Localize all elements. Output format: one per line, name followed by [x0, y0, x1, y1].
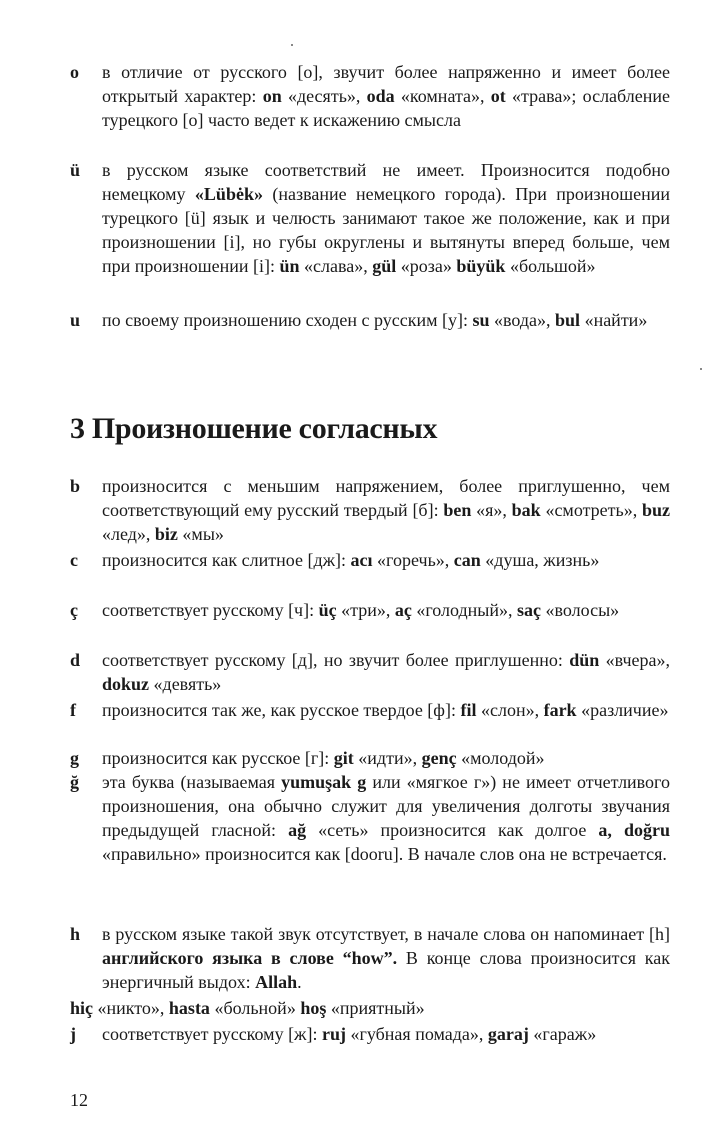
entry-o — [70, 60, 670, 132]
text-segment: соответствует русскому [д], но звучит более приглушенно: — [102, 650, 570, 670]
entry-u-umlaut — [70, 158, 670, 278]
turkish-example: git — [333, 748, 354, 768]
entry-text — [102, 922, 670, 994]
turkish-example: dokuz — [102, 674, 150, 694]
turkish-example: Allah — [255, 972, 298, 992]
entry-letter: o — [70, 62, 79, 82]
scan-speck — [291, 44, 293, 46]
text-segment: «слон», — [476, 700, 544, 720]
text-segment: . — [297, 972, 302, 992]
scan-speck — [700, 368, 702, 370]
h-examples-line — [70, 996, 425, 1020]
entry-f — [70, 698, 670, 722]
turkish-example: ben — [443, 500, 472, 520]
text-segment: «найти» — [580, 310, 648, 330]
text-segment: «десять», — [281, 86, 367, 106]
entry-text — [102, 158, 670, 278]
text-segment: «горечь», — [372, 550, 454, 570]
turkish-example: yumuşak g — [281, 772, 367, 792]
section-title: 3 Произношение согласных — [70, 412, 438, 445]
entry-h — [70, 922, 670, 994]
turkish-example: saç — [517, 600, 542, 620]
entry-text — [102, 648, 670, 696]
text-segment: «лед», — [102, 524, 155, 544]
turkish-example: fil — [460, 700, 477, 720]
text-segment: «я», — [471, 500, 512, 520]
text-segment: или «мягкое г») не имеет отчетливого произношения, она обычно служит для увеличения долготы звучания предыдущей гласной: — [102, 772, 670, 840]
turkish-example: fark — [543, 700, 577, 720]
text-segment: произносится как русское [г]: — [102, 748, 334, 768]
turkish-example: hiç — [70, 998, 94, 1018]
entry-letter: f — [70, 700, 76, 720]
text-segment: «различие» — [576, 700, 669, 720]
turkish-example: on — [262, 86, 282, 106]
turkish-example: genç — [421, 748, 457, 768]
text-segment: произносится с меньшим напряжением, более приглушенно, чем соответствующий ему русский твердый [б]: — [102, 476, 670, 520]
text-segment: «вода», — [489, 310, 556, 330]
entry-b — [70, 474, 670, 546]
entry-g — [70, 746, 670, 770]
text-segment: «роза» — [396, 256, 457, 276]
turkish-example: bak — [511, 500, 541, 520]
turkish-example: hoş — [300, 998, 327, 1018]
turkish-example: a, doğru — [598, 820, 670, 840]
turkish-example: oda — [366, 86, 395, 106]
text-segment: «трава»; ослабление турецкого [о] часто ведет к искажению смысла — [102, 86, 670, 130]
text-segment: «девять» — [149, 674, 222, 694]
text-segment: произносится так же, как русское твердое [ф]: — [102, 700, 461, 720]
entry-text — [102, 770, 670, 866]
turkish-example: английского языка в слове “how”. — [102, 948, 398, 968]
text-segment: «никто», — [93, 998, 169, 1018]
text-segment: «больной» — [209, 998, 301, 1018]
text-segment: «слава», — [299, 256, 373, 276]
entry-letter: b — [70, 476, 81, 496]
text-segment: по своему произношению сходен с русским [у]: — [102, 310, 473, 330]
text-segment: «гараж» — [528, 1024, 597, 1044]
text-segment: «три», — [336, 600, 395, 620]
turkish-example: can — [453, 550, 481, 570]
text-segment: В конце слова произносится как энергичный выдох: — [102, 948, 670, 992]
turkish-example: ruj — [322, 1024, 346, 1044]
turkish-example: gül — [372, 256, 397, 276]
text-segment: «идти», — [353, 748, 422, 768]
text-segment: «голодный», — [411, 600, 518, 620]
text-segment: «приятный» — [326, 998, 425, 1018]
entry-letter: ü — [70, 160, 81, 180]
turkish-example: biz — [154, 524, 178, 544]
turkish-example: bul — [555, 310, 581, 330]
text-segment: (название немецкого города). При произношении турецкого [ü] язык и челюсть занимают такое же положение, как и при произношении [i], но губы округлены и вытянуты вперед больше, чем при произношении [i]: — [102, 184, 670, 276]
entry-letter: h — [70, 924, 81, 944]
entry-text — [102, 746, 670, 770]
text-segment: «молодой» — [456, 748, 545, 768]
turkish-example: üç — [318, 600, 337, 620]
entry-c — [70, 548, 670, 572]
text-segment: в русском языке такой звук отсутствует, в начале слова он напоминает [h] — [102, 924, 670, 944]
turkish-example: buz — [642, 500, 671, 520]
entry-u — [70, 308, 670, 332]
turkish-example: acı — [350, 550, 373, 570]
entry-g-breve — [70, 770, 670, 866]
entry-text — [102, 60, 670, 132]
text-segment: «большой» — [505, 256, 596, 276]
entry-text — [102, 1022, 670, 1046]
turkish-example: «Lübėk» — [194, 184, 263, 204]
turkish-example: aç — [394, 600, 412, 620]
turkish-example: garaj — [487, 1024, 529, 1044]
entry-d — [70, 648, 670, 696]
text-segment: «губная помада», — [346, 1024, 488, 1044]
entry-text — [102, 598, 670, 622]
text-segment: в русском языке соответствий не имеет. Произносится подобно немецкому — [102, 160, 670, 204]
text-segment: «комната», — [394, 86, 491, 106]
text-segment: «вчера», — [599, 650, 670, 670]
turkish-example: ağ — [288, 820, 307, 840]
entry-text — [102, 308, 670, 332]
entry-letter: u — [70, 310, 81, 330]
text-segment: соответствует русскому [ж]: — [102, 1024, 322, 1044]
entry-text — [102, 474, 670, 546]
entry-letter: d — [70, 650, 81, 670]
entry-letter: g — [70, 748, 79, 768]
text-segment: «правильно» произносится как [dooru]. В начале слов она не встречается. — [102, 844, 667, 864]
text-segment: произносится как слитное [дж]: — [102, 550, 351, 570]
entry-c-cedilla — [70, 598, 670, 622]
text-segment: эта буква (называемая — [102, 772, 282, 792]
entry-letter: j — [70, 1024, 76, 1044]
entry-letter: ç — [70, 600, 78, 620]
turkish-example: hasta — [168, 998, 210, 1018]
page-number: 12 — [70, 1090, 88, 1110]
text-segment: «волосы» — [541, 600, 620, 620]
text-segment: «мы» — [177, 524, 224, 544]
entry-letter: c — [70, 550, 78, 570]
entry-text — [102, 698, 670, 722]
text-segment: «смотреть», — [540, 500, 642, 520]
turkish-example: büyük — [456, 256, 506, 276]
turkish-example: ot — [490, 86, 506, 106]
turkish-example: dün — [569, 650, 600, 670]
entry-j — [70, 1022, 670, 1046]
entry-text — [102, 548, 670, 572]
text-segment: в отличие от русского [о], звучит более напряженно и имеет более открытый характер: — [102, 62, 670, 106]
entry-letter: ğ — [70, 772, 79, 792]
text-segment: «сеть» произносится как долгое — [306, 820, 599, 840]
text-segment: соответствует русскому [ч]: — [102, 600, 319, 620]
text-segment: «душа, жизнь» — [480, 550, 600, 570]
turkish-example: ün — [279, 256, 300, 276]
turkish-example: su — [472, 310, 490, 330]
